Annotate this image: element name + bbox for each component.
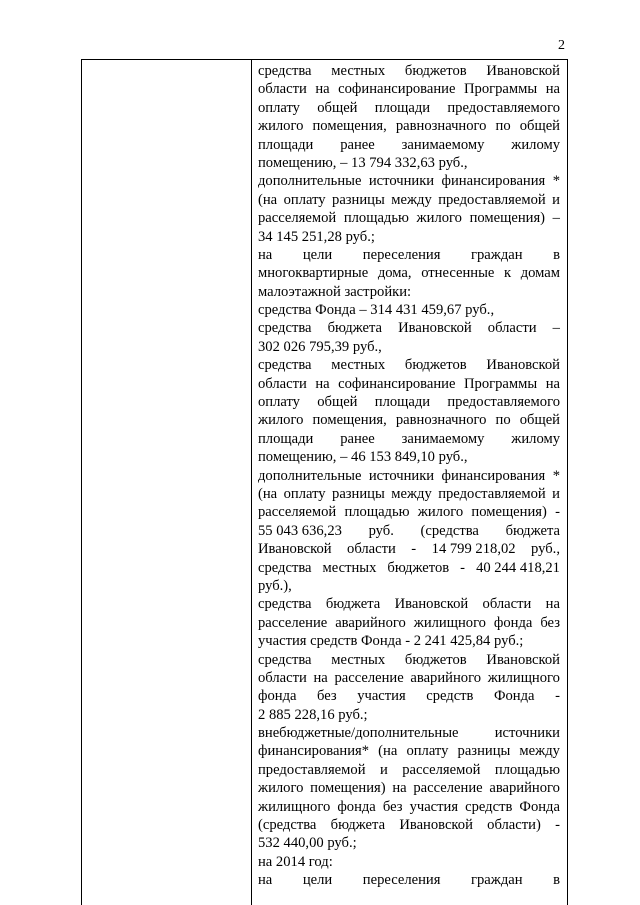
text-word: цели bbox=[302, 872, 333, 889]
text-word: на bbox=[258, 246, 273, 263]
text-word: площади bbox=[374, 394, 431, 411]
text-word: 55 043 636,23 bbox=[258, 522, 342, 539]
text-word: на bbox=[545, 596, 560, 613]
text-line bbox=[258, 614, 560, 632]
text-line bbox=[258, 503, 560, 521]
text-line: руб.), bbox=[258, 577, 292, 594]
text-word: средства bbox=[258, 596, 312, 613]
text-word: фонда bbox=[493, 614, 533, 631]
text-word: и bbox=[552, 191, 560, 208]
text-word: фонда bbox=[258, 688, 297, 705]
text-line bbox=[258, 798, 560, 816]
text-word: в bbox=[553, 246, 560, 263]
text-line: помещению, – 13 794 332,63 руб., bbox=[258, 154, 468, 171]
text-word: расселяемой bbox=[258, 210, 337, 227]
text-line bbox=[258, 117, 560, 135]
text-word: (на bbox=[258, 191, 278, 208]
text-word: цели bbox=[302, 246, 333, 263]
text-word: жилого bbox=[258, 412, 304, 429]
text-word: на bbox=[258, 872, 273, 889]
table-left-cell bbox=[82, 60, 252, 905]
text-line: 532 440,00 руб.; bbox=[258, 835, 357, 852]
text-word: предоставляемого bbox=[447, 99, 560, 116]
text-word: бюджета bbox=[327, 320, 383, 337]
text-word: области bbox=[258, 669, 307, 686]
text-word: местных bbox=[331, 357, 386, 374]
text-word: * bbox=[552, 173, 560, 190]
text-word: бюджетов bbox=[404, 651, 467, 668]
text-word: аварийного bbox=[489, 780, 560, 797]
text-word: внебюджетные/дополнительные bbox=[258, 725, 459, 742]
text-word: области bbox=[482, 596, 532, 613]
text-word: софинансирование bbox=[338, 81, 456, 98]
text-word: на bbox=[545, 375, 560, 392]
text-word: средств bbox=[465, 798, 513, 815]
text-word: на bbox=[315, 375, 330, 392]
text-word: и bbox=[379, 761, 388, 778]
text-line: помещению, – 46 153 849,10 руб., bbox=[258, 449, 468, 466]
text-line bbox=[258, 467, 560, 485]
text-word: Ивановской bbox=[486, 651, 560, 668]
text-line bbox=[258, 687, 560, 705]
table-right-cell bbox=[252, 60, 567, 905]
text-line bbox=[258, 761, 560, 779]
text-word: площадью bbox=[344, 504, 410, 521]
text-word: жилищного bbox=[258, 798, 331, 815]
text-word: источники bbox=[368, 173, 435, 190]
text-word: между bbox=[391, 191, 432, 208]
text-line bbox=[258, 411, 560, 429]
text-word: предоставляемого bbox=[447, 394, 560, 411]
text-word: жилого bbox=[416, 210, 462, 227]
text-word: общей bbox=[317, 394, 358, 411]
text-word: разницы bbox=[332, 485, 385, 502]
text-word: дополнительные bbox=[258, 467, 362, 484]
text-word: в bbox=[553, 872, 560, 889]
text-word: области bbox=[258, 375, 307, 392]
text-line bbox=[258, 264, 560, 282]
text-word: домам bbox=[520, 265, 560, 282]
text-line: на 2014 год: bbox=[258, 853, 333, 870]
text-line bbox=[258, 779, 560, 797]
text-word: между bbox=[391, 485, 432, 502]
text-word: помещения, bbox=[312, 118, 387, 135]
text-line bbox=[258, 393, 560, 411]
text-line bbox=[258, 540, 560, 558]
text-word: местных bbox=[322, 559, 377, 576]
text-word: общей bbox=[317, 99, 358, 116]
text-word: местных bbox=[331, 651, 386, 668]
text-line bbox=[258, 172, 560, 190]
text-word: Программы bbox=[463, 375, 538, 392]
text-word: многоквартирные bbox=[258, 265, 369, 282]
text-word: средств bbox=[426, 688, 474, 705]
text-line bbox=[258, 522, 560, 540]
text-line: 302 026 795,39 руб., bbox=[258, 338, 382, 355]
text-word: средства bbox=[258, 651, 312, 668]
text-word: средства bbox=[258, 559, 312, 576]
text-word: руб., bbox=[531, 541, 560, 558]
text-word: Ивановской bbox=[258, 541, 332, 558]
text-word: предоставляемой bbox=[438, 485, 546, 502]
text-word: жилого bbox=[417, 504, 464, 521]
text-line bbox=[258, 191, 560, 209]
text-word: Фонда bbox=[519, 798, 560, 815]
text-line bbox=[258, 62, 560, 80]
text-word: на bbox=[313, 669, 328, 686]
text-word: бюджета bbox=[325, 596, 381, 613]
text-line bbox=[258, 319, 560, 337]
text-word: площадью bbox=[494, 761, 560, 778]
text-word: Ивановской bbox=[394, 596, 469, 613]
text-word: бюджета bbox=[505, 522, 560, 539]
text-word: – bbox=[552, 210, 560, 227]
text-word: Ивановской bbox=[398, 320, 472, 337]
text-word: по bbox=[495, 412, 511, 429]
text-word: софинансирование bbox=[338, 375, 456, 392]
text-word: общей bbox=[519, 412, 560, 429]
text-line bbox=[258, 724, 560, 742]
text-word: ранее bbox=[340, 430, 375, 447]
text-word: расселяемой bbox=[402, 761, 481, 778]
text-word: жилищного bbox=[413, 614, 486, 631]
text-line bbox=[258, 99, 560, 117]
text-word: площади bbox=[258, 430, 314, 447]
text-word: помещения) bbox=[469, 210, 546, 227]
text-word: равнозначного bbox=[395, 412, 487, 429]
text-word: Фонда bbox=[493, 688, 535, 705]
text-word: (на bbox=[258, 485, 278, 502]
text-line bbox=[258, 559, 560, 577]
text-word: Ивановской bbox=[486, 357, 560, 374]
text-word: Ивановской bbox=[399, 817, 473, 834]
text-word: бюджетов bbox=[404, 63, 467, 79]
text-line bbox=[258, 356, 560, 374]
text-word: на bbox=[392, 780, 407, 797]
text-word: жилому bbox=[511, 136, 560, 153]
text-line bbox=[258, 246, 560, 264]
text-word: помещения, bbox=[312, 412, 387, 429]
text-line bbox=[258, 742, 560, 760]
text-word: оплату bbox=[283, 485, 326, 502]
text-word: средства bbox=[258, 320, 312, 337]
text-word: фонда bbox=[337, 798, 376, 815]
text-word: руб. bbox=[368, 522, 394, 539]
text-word: площади bbox=[374, 99, 431, 116]
text-word: 14 799 218,02 bbox=[431, 541, 516, 558]
text-word: средства bbox=[258, 357, 312, 374]
text-line bbox=[258, 871, 560, 889]
text-line bbox=[258, 136, 560, 154]
text-word: разницы bbox=[332, 191, 385, 208]
text-word: области bbox=[258, 81, 307, 98]
text-word: - bbox=[411, 541, 417, 558]
text-word: Программы bbox=[463, 81, 538, 98]
text-word: предоставляемой bbox=[438, 191, 546, 208]
text-line bbox=[258, 595, 560, 613]
text-word: и bbox=[552, 485, 560, 502]
text-word: жилому bbox=[511, 430, 560, 447]
text-word: дома, bbox=[377, 265, 412, 282]
text-word: средства bbox=[258, 63, 312, 79]
text-word: равнозначного bbox=[395, 118, 487, 135]
text-word: источники bbox=[368, 467, 435, 484]
text-line: средства Фонда – 314 431 459,67 руб., bbox=[258, 302, 495, 319]
text-word: (средства bbox=[420, 522, 479, 539]
text-line: малоэтажной застройки: bbox=[258, 283, 412, 300]
text-word: общей bbox=[519, 118, 560, 135]
text-word: области bbox=[347, 541, 396, 558]
text-word: аварийного bbox=[335, 614, 406, 631]
text-word: переселения bbox=[362, 872, 441, 889]
text-word: * bbox=[552, 467, 560, 484]
text-line: участия средств Фонда - 2 241 425,84 руб.; bbox=[258, 633, 524, 650]
text-line bbox=[258, 669, 560, 687]
text-word: области) bbox=[487, 817, 541, 834]
text-word: бюджетов bbox=[404, 357, 467, 374]
text-word: оплату bbox=[258, 99, 300, 116]
text-word: участия bbox=[357, 688, 406, 705]
text-word: граждан bbox=[470, 246, 523, 263]
text-word: к bbox=[503, 265, 512, 282]
text-word: - bbox=[555, 688, 560, 705]
text-line bbox=[258, 209, 560, 227]
text-word: расселение bbox=[413, 780, 483, 797]
text-word: (средства bbox=[258, 817, 317, 834]
text-word: оплату bbox=[283, 191, 326, 208]
text-word: помещения) bbox=[471, 504, 547, 521]
text-word: без bbox=[540, 614, 560, 631]
document-table bbox=[81, 59, 568, 905]
text-word: местных bbox=[331, 63, 386, 79]
text-word: расселение bbox=[258, 614, 328, 631]
text-word: разницы bbox=[457, 743, 511, 760]
text-word: оплату bbox=[258, 394, 300, 411]
text-word: предоставляемой bbox=[258, 761, 366, 778]
text-word: занимаемому bbox=[401, 136, 485, 153]
text-word: граждан bbox=[470, 872, 523, 889]
text-word: площадью bbox=[343, 210, 409, 227]
text-word: области bbox=[487, 320, 537, 337]
text-line bbox=[258, 816, 560, 834]
text-word: Ивановской bbox=[486, 63, 560, 79]
text-word: - bbox=[555, 817, 560, 834]
text-word: между bbox=[519, 743, 560, 760]
text-word: аварийного bbox=[410, 669, 482, 686]
text-word: – bbox=[552, 320, 560, 337]
text-word: дополнительные bbox=[258, 173, 362, 190]
text-word: участия bbox=[409, 798, 459, 815]
text-line bbox=[258, 485, 560, 503]
text-line bbox=[258, 651, 560, 669]
text-word: занимаемому bbox=[401, 430, 485, 447]
text-word: расселяемой bbox=[258, 504, 337, 521]
text-line bbox=[258, 375, 560, 393]
text-line bbox=[258, 80, 560, 98]
text-word: жилого bbox=[258, 118, 304, 135]
text-word: (на bbox=[378, 743, 398, 760]
text-word: на bbox=[315, 81, 330, 98]
text-word: по bbox=[495, 118, 511, 135]
text-word: жилого bbox=[258, 780, 304, 797]
text-word: источники bbox=[494, 725, 560, 742]
text-word: переселения bbox=[362, 246, 441, 263]
text-word: расселение bbox=[334, 669, 404, 686]
text-word: отнесенные bbox=[421, 265, 495, 282]
text-word: 40 244 418,21 bbox=[476, 559, 560, 576]
text-line: 2 885 228,16 руб.; bbox=[258, 706, 368, 723]
text-word: без bbox=[382, 798, 403, 815]
text-word: финансирования* bbox=[258, 743, 370, 760]
text-line: 34 145 251,28 руб.; bbox=[258, 228, 375, 245]
text-word: жилищного bbox=[487, 669, 560, 686]
text-word: - bbox=[555, 504, 560, 521]
text-line bbox=[258, 430, 560, 448]
text-word: площади bbox=[258, 136, 314, 153]
text-word: финансирования bbox=[441, 173, 546, 190]
text-word: бюджетов bbox=[387, 559, 450, 576]
text-word: - bbox=[460, 559, 466, 576]
text-word: бюджета bbox=[330, 817, 386, 834]
text-word: оплату bbox=[406, 743, 449, 760]
text-word: помещения) bbox=[310, 780, 386, 797]
text-word: на bbox=[545, 81, 560, 98]
text-word: ранее bbox=[340, 136, 375, 153]
page-number: 2 bbox=[558, 38, 565, 53]
text-word: финансирования bbox=[441, 467, 546, 484]
text-word: без bbox=[317, 688, 337, 705]
